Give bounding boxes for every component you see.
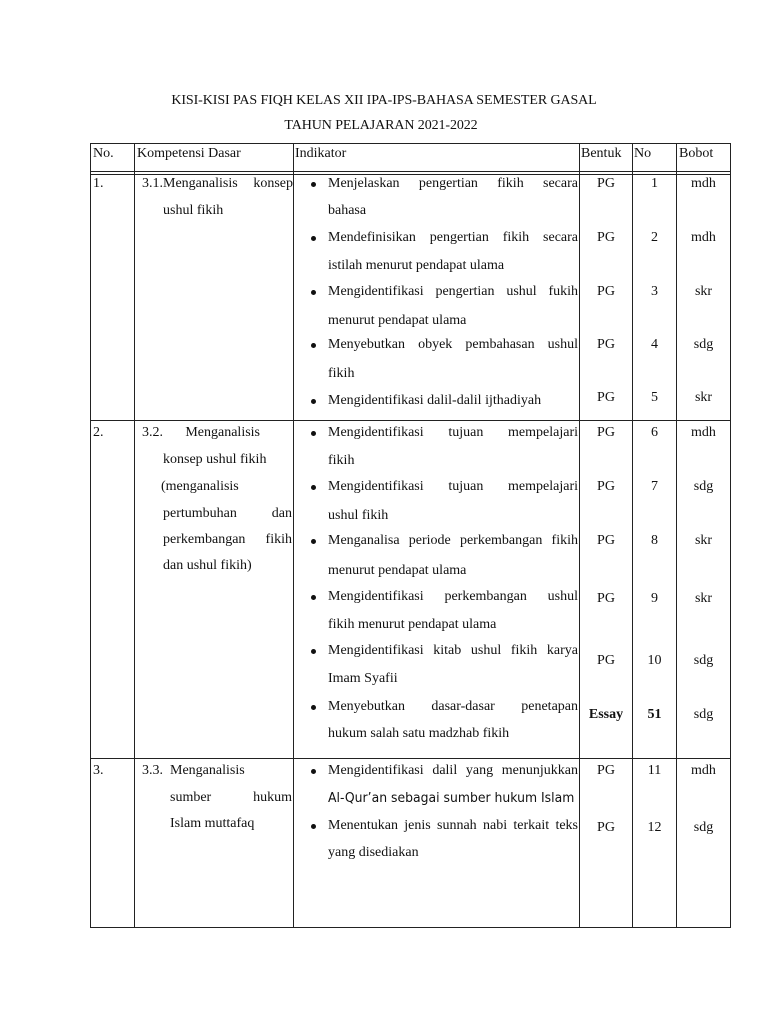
kd-text: 3.3. Menganalisis (142, 763, 245, 778)
kd-text: sumber hukum (170, 790, 292, 805)
indikator-text: Menyebutkan dasar-dasar penetapan (328, 699, 578, 714)
indikator-text: ushul fikih (328, 508, 389, 523)
bentuk-cell: PG (597, 176, 615, 191)
indikator-text: Menjelaskan pengertian fikih secara (328, 176, 578, 191)
bobot-cell: skr (694, 591, 713, 606)
bullet-icon (311, 539, 316, 544)
bobot-cell: sdg (693, 479, 714, 494)
bullet-icon (311, 705, 316, 710)
nomor-cell: 4 (651, 337, 658, 352)
indikator-text: hukum salah satu madzhab fikih (328, 726, 510, 741)
bentuk-cell: Essay (588, 707, 624, 722)
table-border-bottom (90, 927, 731, 928)
bullet-icon (311, 595, 316, 600)
indikator-text: Mengidentifikasi tujuan mempelajari (328, 425, 578, 440)
nomor-cell: 10 (647, 653, 662, 668)
bullet-icon (311, 824, 316, 829)
bullet-icon (311, 769, 316, 774)
kd-text: (menganalisis (161, 479, 239, 494)
indikator-text: Al-Qur’an sebagai sumber hukum Islam (328, 790, 575, 806)
indikator-text: Menganalisa periode perkembangan fikih (328, 533, 578, 548)
kd-text: perkembangan fikih (163, 532, 292, 547)
bobot-cell: sdg (693, 820, 714, 835)
col-line (90, 143, 91, 928)
nomor-cell: 51 (647, 707, 662, 722)
indikator-text: menurut pendapat ulama (328, 313, 467, 328)
indikator-text: menurut pendapat ulama (328, 563, 467, 578)
indikator-text: fikih (328, 366, 355, 381)
nomor-cell: 5 (651, 390, 658, 405)
bullet-icon (311, 290, 316, 295)
nomor-cell: 3 (651, 284, 658, 299)
indikator-text: Mengidentifikasi dalil yang menunjukkan (328, 763, 578, 778)
indikator-text: Mengidentifikasi perkembangan ushul (328, 589, 578, 604)
kd-text: 3.1.Menganalisis konsep (142, 176, 293, 191)
col-line (134, 143, 135, 928)
nomor-cell: 7 (651, 479, 658, 494)
row-number: 1. (93, 176, 104, 191)
bentuk-cell: PG (597, 230, 615, 245)
indikator-text: bahasa (328, 203, 367, 218)
indikator-text: Menentukan jenis sunnah nabi terkait teks (328, 818, 578, 833)
nomor-cell: 2 (651, 230, 658, 245)
bullet-icon (311, 236, 316, 241)
header-divider-2 (90, 174, 731, 175)
row-divider (90, 420, 731, 421)
bentuk-cell: PG (597, 653, 615, 668)
col-line (293, 143, 294, 928)
bullet-icon (311, 399, 316, 404)
kd-text: ushul fikih (163, 203, 224, 218)
nomor-cell: 8 (651, 533, 658, 548)
bobot-cell: mdh (691, 230, 716, 245)
kd-text: dan ushul fikih) (163, 558, 252, 573)
indikator-text: yang disediakan (328, 845, 419, 860)
bentuk-cell: PG (597, 820, 615, 835)
table-border-top (90, 143, 731, 144)
indikator-text: Imam Syafii (328, 671, 398, 686)
nomor-cell: 12 (647, 820, 662, 835)
header-nomor: No (634, 146, 652, 161)
bobot-cell: mdh (691, 176, 716, 191)
row-divider (90, 758, 731, 759)
header-indikator: Indikator (295, 146, 347, 161)
indikator-text: fikih (328, 453, 355, 468)
kd-text: Islam muttafaq (170, 816, 255, 831)
row-number: 2. (93, 425, 104, 440)
nomor-cell: 1 (651, 176, 658, 191)
bentuk-cell: PG (597, 763, 615, 778)
bentuk-cell: PG (597, 479, 615, 494)
document-title: KISI-KISI PAS FIQH KELAS XII IPA-IPS-BAHASA SEMESTER GASAL (171, 93, 597, 108)
col-line (730, 143, 731, 928)
bentuk-cell: PG (597, 425, 615, 440)
indikator-text: fikih menurut pendapat ulama (328, 617, 497, 632)
header-kompetensi-dasar: Kompetensi Dasar (137, 146, 241, 161)
bobot-cell: mdh (691, 425, 716, 440)
bentuk-cell: PG (597, 533, 615, 548)
bentuk-cell: PG (597, 337, 615, 352)
indikator-text: Mengidentifikasi kitab ushul fikih karya (328, 643, 578, 658)
bullet-icon (311, 649, 316, 654)
kd-text: pertumbuhan dan (163, 506, 292, 521)
bullet-icon (311, 343, 316, 348)
bullet-icon (311, 431, 316, 436)
bobot-cell: sdg (693, 707, 714, 722)
header-bentuk: Bentuk (581, 146, 622, 161)
header-divider (90, 171, 731, 172)
indikator-text: Mengidentifikasi pengertian ushul fukih (328, 284, 578, 299)
document-subtitle: TAHUN PELAJARAN 2021-2022 (284, 118, 478, 133)
bobot-cell: skr (694, 284, 713, 299)
indikator-text: istilah menurut pendapat ulama (328, 258, 505, 273)
nomor-cell: 9 (651, 591, 658, 606)
bobot-cell: skr (694, 533, 713, 548)
bentuk-cell: PG (597, 390, 615, 405)
row-number: 3. (93, 763, 104, 778)
indikator-text: Mendefinisikan pengertian fikih secara (328, 230, 578, 245)
header-no: No. (93, 146, 114, 161)
nomor-cell: 6 (651, 425, 658, 440)
bullet-icon (311, 485, 316, 490)
bobot-cell: skr (694, 390, 713, 405)
bobot-cell: mdh (691, 763, 716, 778)
indikator-text: Mengidentifikasi tujuan mempelajari (328, 479, 578, 494)
bobot-cell: sdg (693, 337, 714, 352)
indikator-text: Mengidentifikasi dalil-dalil ijthadiyah (328, 393, 542, 408)
kd-text: 3.2. Menganalisis (142, 425, 260, 440)
bentuk-cell: PG (597, 284, 615, 299)
header-bobot: Bobot (679, 146, 714, 161)
nomor-cell: 11 (647, 763, 662, 778)
kd-text: konsep ushul fikih (163, 452, 267, 467)
bobot-cell: sdg (693, 653, 714, 668)
bullet-icon (311, 182, 316, 187)
indikator-text: Menyebutkan obyek pembahasan ushul (328, 337, 578, 352)
bentuk-cell: PG (597, 591, 615, 606)
